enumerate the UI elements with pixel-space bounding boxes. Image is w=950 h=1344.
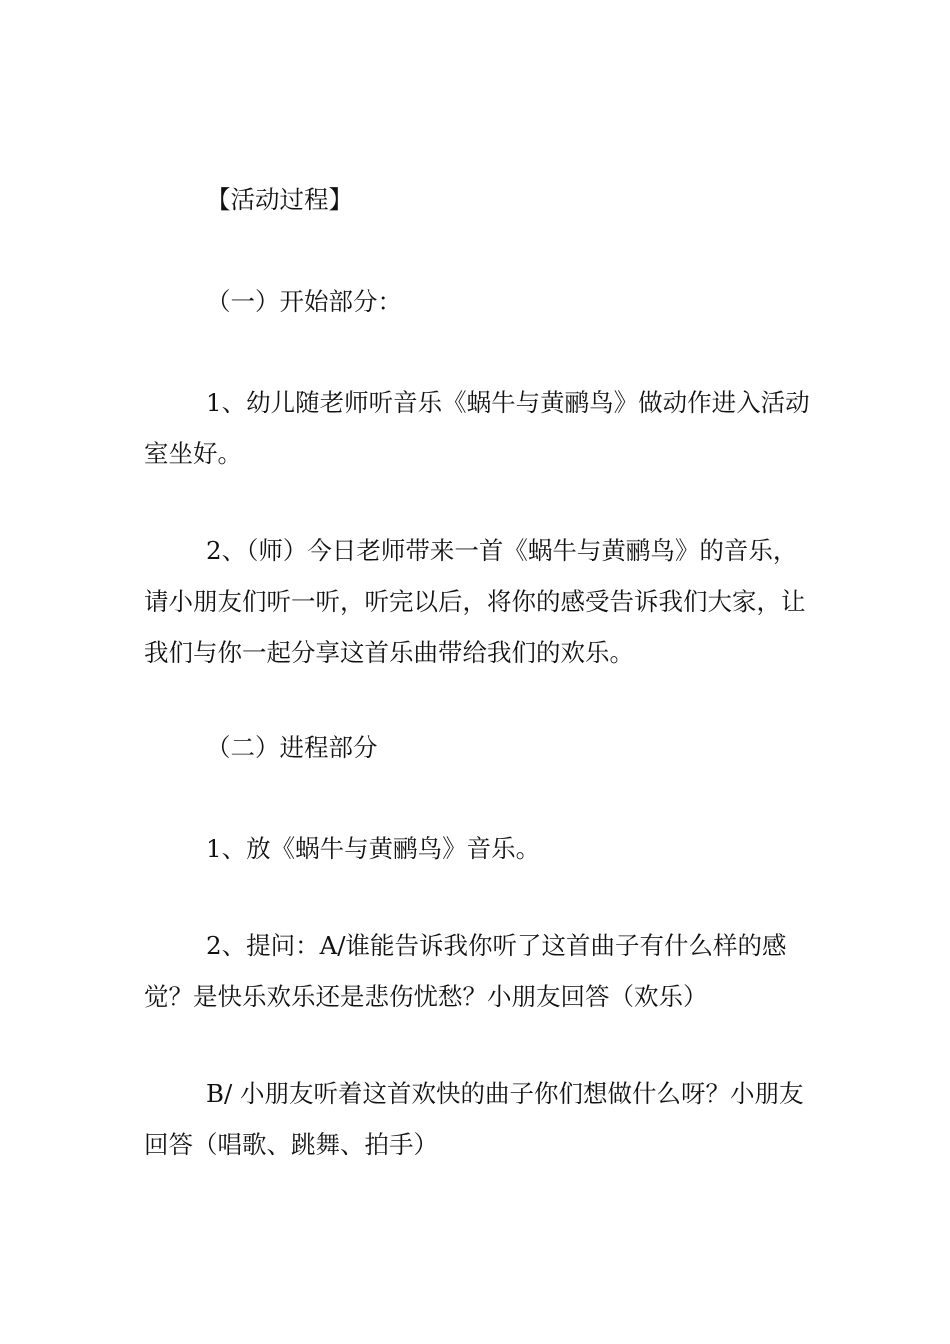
paragraph-item-3: 1、放《蜗牛与黄鹂鸟》音乐。	[206, 834, 541, 863]
paragraph-item-4: 2、提问：A/谁能告诉我你听了这首曲子有什么样的感觉？是快乐欢乐还是悲伤忧愁？小朋友回答（欢乐）	[144, 931, 787, 1011]
paragraph-item-5: B/ 小朋友听着这首欢快的曲子你们想做什么呀？小朋友回答（唱歌、跳舞、拍手）	[144, 1079, 804, 1159]
section-title-start: （一）开始部分：	[206, 287, 402, 316]
paragraph-item-2: 2、（师）今日老师带来一首《蜗牛与黄鹂鸟》的音乐，请小朋友们听一听，听完以后，将你的感受告诉我们大家，让我们与你一起分享这首乐曲带给我们的欢乐。	[144, 536, 806, 667]
paragraph-item-1: 1、幼儿随老师听音乐《蜗牛与黄鹂鸟》做动作进入活动室坐好。	[144, 388, 810, 468]
section-title-progress: （二）进程部分	[206, 733, 378, 762]
section-heading: 【活动过程】	[206, 185, 353, 214]
